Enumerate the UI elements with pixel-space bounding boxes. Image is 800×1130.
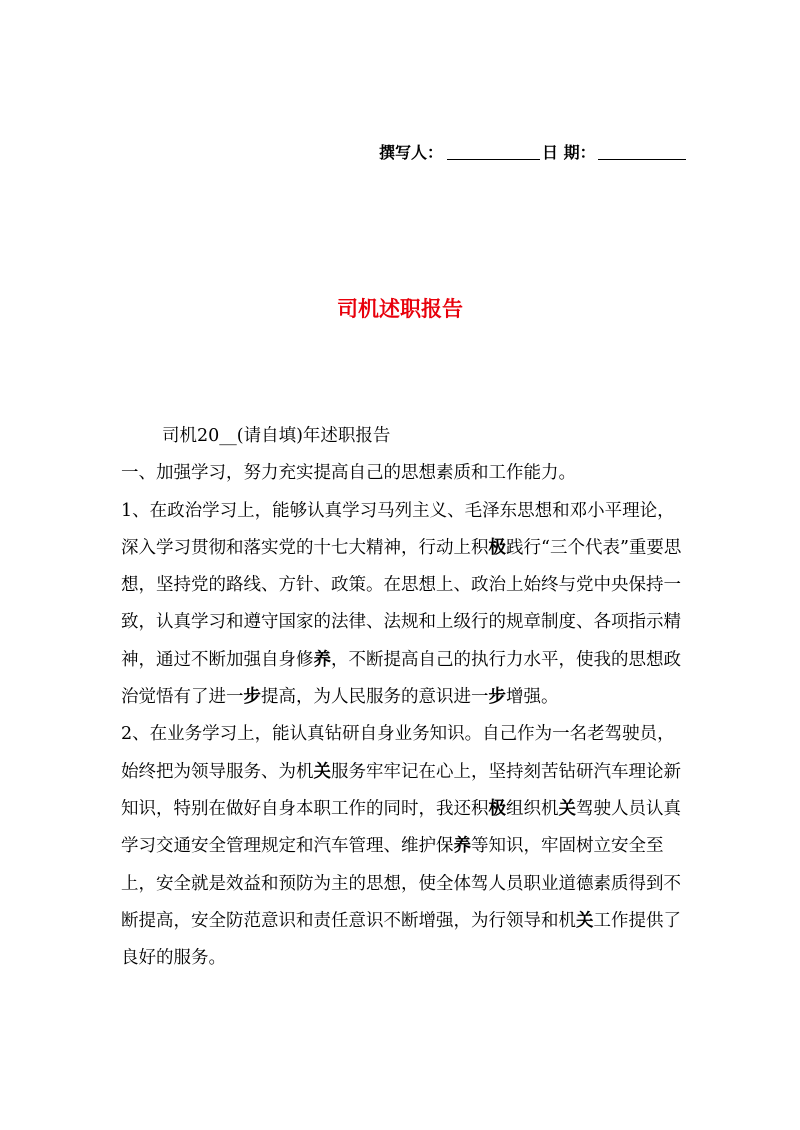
document-body [121, 418, 687, 977]
paragraph-2-part-a: 2、在业务学习上，能认真钻研自身业务知识。自己作为一名老驾驶员，始终把为领导服务、为机 [121, 724, 675, 782]
paragraph-1-bold-1: 极 [488, 537, 506, 558]
paragraph-2-part-e: 驾驶人员认真学习交通安全管理规定和汽车管理、维护保 [121, 798, 681, 857]
paragraph-1 [121, 493, 687, 717]
paragraph-2 [121, 716, 687, 977]
paragraph-2-bold-4: 养 [453, 836, 471, 857]
paragraph-1-part-a: 1、在政治学习上，能够认真学习马列主义、毛泽东思想和邓小平理论，深入学习贯彻和落实党的十七大精神，行动上积 [121, 500, 675, 558]
date-label: 日 期： [542, 143, 596, 162]
author-label: 撰写人： [379, 143, 444, 162]
paragraph-1-bold-3: 步 [243, 687, 261, 708]
author-blank [447, 145, 540, 160]
paragraph-2-bold-2: 极 [488, 798, 506, 819]
paragraph-2-bold-3: 关 [558, 798, 576, 819]
paragraph-1-bold-4: 步 [488, 687, 506, 708]
paragraph-2-part-f: 等知识，牢固树立安全至上，安全就是效益和预防为主的思想，使全体驾人员职业道德素质得到不断提高，安全防范意识和责任意识不断增强，为行领导和机 [121, 836, 681, 931]
paragraph-1-part-d: ，不断提高自己的执行力水平，使我的思想政治觉悟有了进一 [121, 649, 681, 708]
paragraph-1-bold-2: 养 [313, 649, 331, 670]
paragraph-2-bold-1: 关 [313, 761, 331, 782]
paragraph-2-part-c: 服务牢牢记在心上，坚持刻苦钻研汽车理论新知识，特别在做好自身本职工作的同时，我还积 [121, 761, 681, 819]
paragraph-1-part-e: 提高，为人民服务的意识进一 [261, 687, 489, 708]
paragraph-2-bold-5: 关 [576, 910, 594, 931]
section1-heading: 一、加强学习，努力充实提高自己的思想素质和工作能力。 [121, 463, 576, 484]
paragraph-2-part-d: 组织机 [506, 798, 559, 819]
paragraph-1-part-f: 增强。 [506, 687, 559, 708]
header-line [379, 140, 686, 163]
paragraph-2-part-g: 工作提供了良好的服务。 [121, 910, 681, 969]
intro-line: 司机20__(请自填)年述职报告 [162, 426, 391, 446]
paragraph-1-part-c: 践行“三个代表”重要思想，坚持党的路线、方针、政策。在思想上、政治上始终与党中央保持一致，认真学习和遵守国家的法律、法规和上级行的规章制度、各项指示精神，通过不断加强自身修 [121, 537, 682, 670]
date-blank [598, 145, 686, 160]
document-title: 司机述职报告 [337, 297, 463, 321]
